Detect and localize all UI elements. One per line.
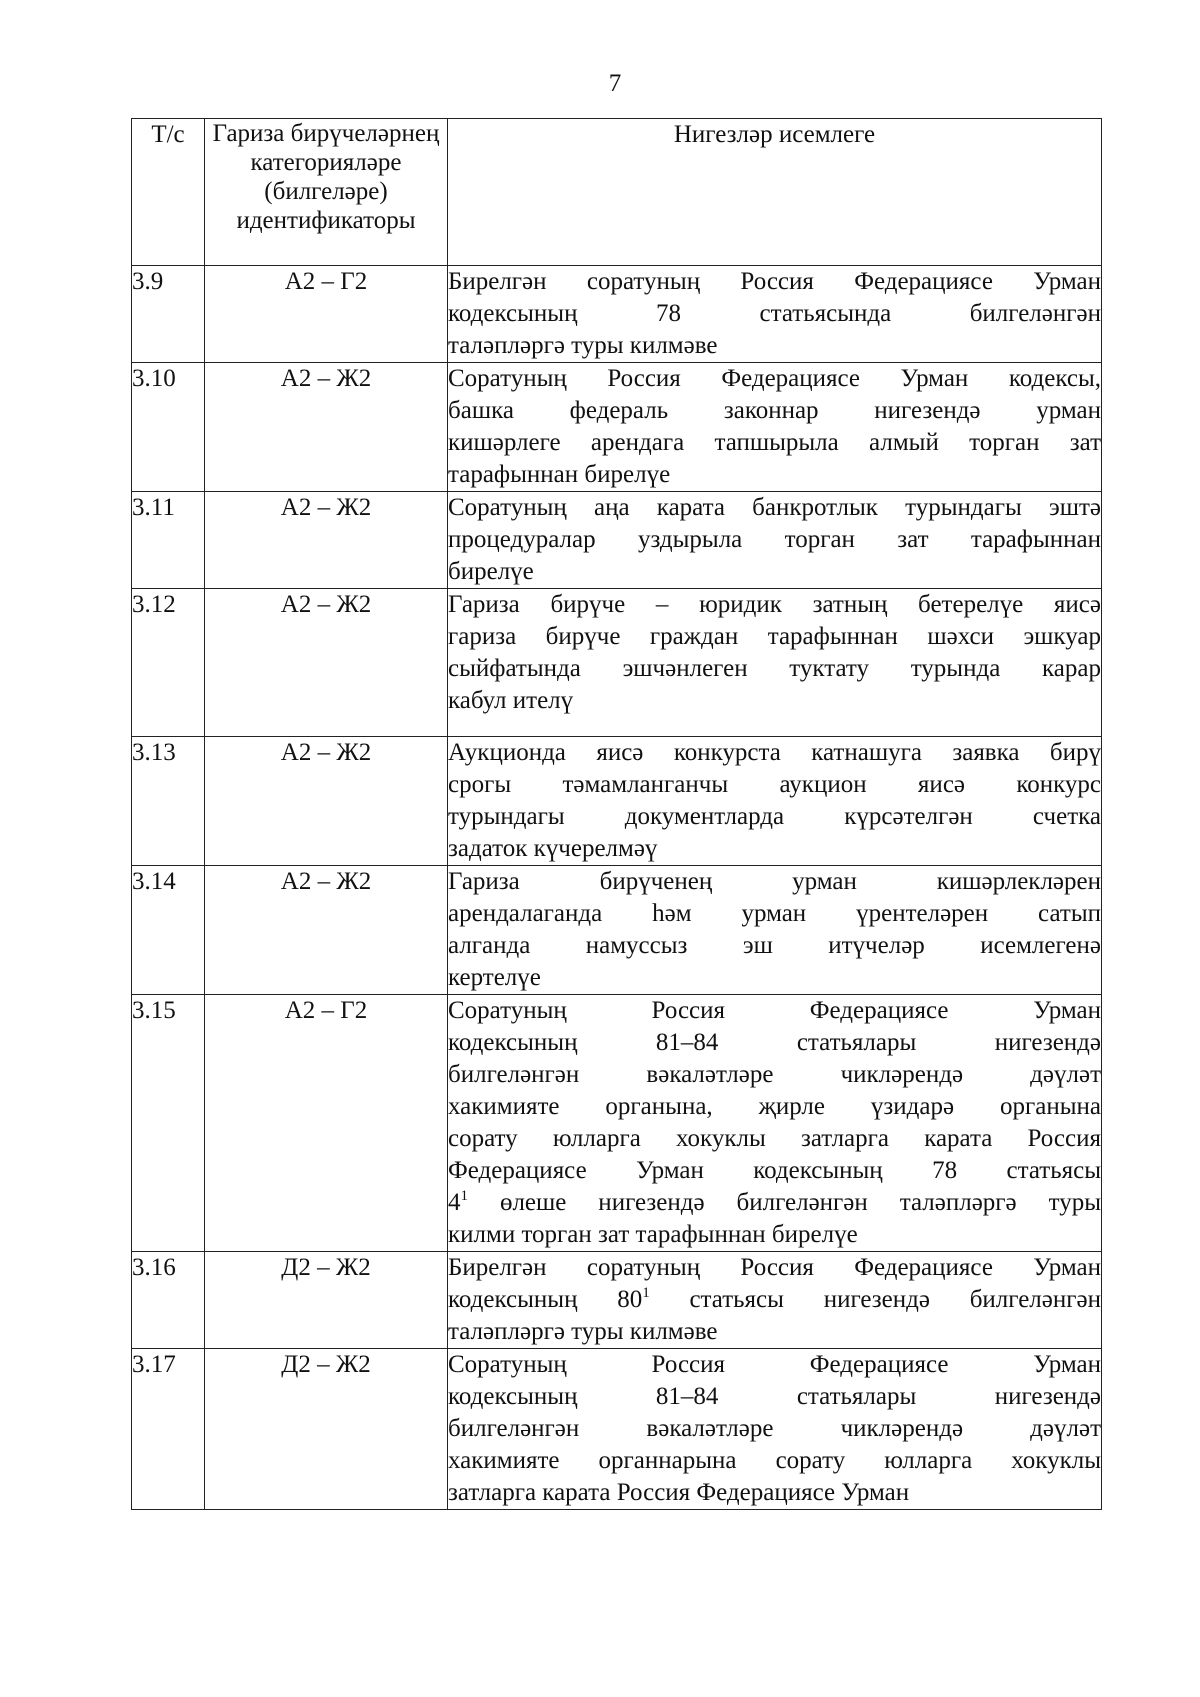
header-category: Гариза бирүчеләрнең категорияләре (билгеләре) идентификаторы (205, 119, 448, 266)
reason-line: срогы тәмамланганчы аукцион яисә конкурс (448, 771, 1101, 798)
reason-line: задаток күчерелмәү (448, 835, 658, 862)
row-reason (448, 589, 1102, 737)
row-number: 3.14 (132, 866, 205, 995)
row-category: А2 – Ж2 (205, 737, 448, 866)
reason-line: килми торган зат тарафыннан бирелүе (448, 1221, 858, 1248)
row-number: 3.13 (132, 737, 205, 866)
header-reasons: Нигезләр исемлеге (448, 119, 1102, 266)
row-reason (448, 363, 1102, 492)
reason-line: Гариза бирүче – юридик затның бетерелүе яисә (448, 591, 1101, 618)
reason-line: сыйфатында эшчәнлеген туктату турында карар (448, 655, 1101, 682)
row-category: А2 – Г2 (205, 266, 448, 363)
row-category: А2 – Ж2 (205, 363, 448, 492)
table-row (132, 737, 1102, 866)
row-number: 3.17 (132, 1349, 205, 1510)
reason-line: Аукционда яисә конкурста катнашуга заявка бирү (448, 739, 1101, 766)
row-number: 3.16 (132, 1252, 205, 1349)
row-reason (448, 737, 1102, 866)
reason-line: хакимияте органына, җирле үзидарә органына (448, 1093, 1101, 1120)
reason-line: Соратуның Россия Федерациясе Урман (448, 1351, 1101, 1378)
table-row (132, 266, 1102, 363)
table-header-row (132, 119, 1102, 266)
table-body (132, 266, 1102, 1510)
row-category: А2 – Ж2 (205, 866, 448, 995)
table-row (132, 995, 1102, 1252)
row-number: 3.11 (132, 492, 205, 589)
row-number: 3.10 (132, 363, 205, 492)
row-category: А2 – Ж2 (205, 589, 448, 737)
row-number: 3.12 (132, 589, 205, 737)
page-number: 7 (608, 70, 622, 97)
reason-line: билгеләнгән вәкаләтләре чикләрендә дәүләт (448, 1061, 1101, 1088)
row-reason (448, 995, 1102, 1252)
reason-line: арендалаганда һәм урман үрентеләрен сатып (448, 900, 1101, 927)
reason-line-text: кодексының $80^1$ статьясы нигезендә билгеләнгән (448, 1285, 1101, 1313)
row-category: Д2 – Ж2 (205, 1252, 448, 1349)
reason-line: Соратуның Россия Федерациясе Урман кодексы, (448, 365, 1101, 392)
reason-line: затларга карата Россия Федерациясе Урман (448, 1479, 910, 1506)
reason-line: Гариза бирүченең урман кишәрлекләрен (448, 868, 1101, 895)
reason-line: Бирелгән соратуның Россия Федерациясе Урман (448, 1254, 1101, 1281)
superscript: 1 (642, 1285, 650, 1301)
reason-line: процедуралар уздырыла торган зат тарафыннан (448, 526, 1101, 553)
table-row (132, 363, 1102, 492)
table-row (132, 1349, 1102, 1510)
reason-line: Бирелгән соратуның Россия Федерациясе Урман (448, 268, 1101, 295)
reason-line: таләпләргә туры килмәве (448, 1318, 718, 1345)
reason-line: сорату юлларга хокуклы затларга карата Россия (448, 1125, 1101, 1152)
reason-line: кишәрлеге арендага тапшырыла алмый торган зат (448, 429, 1101, 456)
reason-line: хакимияте органнарына сорату юлларга хокуклы (448, 1447, 1101, 1474)
row-reason (448, 1252, 1102, 1349)
reason-line (448, 1187, 1101, 1219)
row-number: 3.15 (132, 995, 205, 1252)
reason-line: тарафыннан бирелүе (448, 461, 671, 488)
row-category: А2 – Г2 (205, 995, 448, 1252)
reason-line: Федерациясе Урман кодексының 78 статьясы (448, 1157, 1101, 1184)
reason-line: Соратуның Россия Федерациясе Урман (448, 997, 1101, 1024)
reason-line: бирелүе (448, 558, 534, 585)
reason-line-text: $4^1$ өлеше нигезендә билгеләнгән таләпләргә туры (448, 1188, 1101, 1216)
reason-line: кодексының 81–84 статьялары нигезендә (448, 1029, 1101, 1056)
reason-line: билгеләнгән вәкаләтләре чикләрендә дәүләт (448, 1415, 1101, 1442)
reason-line: Соратуның аңа карата банкротлык турындагы эштә (448, 494, 1101, 521)
reason-line: башка федераль законнар нигезендә урман (448, 397, 1101, 424)
reason-line: кертелүе (448, 964, 541, 991)
row-reason (448, 866, 1102, 995)
table-row (132, 589, 1102, 737)
row-category: Д2 – Ж2 (205, 1349, 448, 1510)
row-reason (448, 1349, 1102, 1510)
reason-line: таләпләргә туры килмәве (448, 332, 718, 359)
reason-line: кодексының 78 статьясында билгеләнгән (448, 300, 1101, 327)
reason-line: алганда намуссыз эш итүчеләр исемлегенә (448, 932, 1101, 959)
header-number: Т/с (132, 119, 205, 266)
reason-line: турындагы документларда күрсәтелгән счетка (448, 803, 1101, 830)
row-reason (448, 266, 1102, 363)
table-row (132, 492, 1102, 589)
reason-line: кодексының 81–84 статьялары нигезендә (448, 1383, 1101, 1410)
grounds-table (131, 118, 1102, 1510)
reason-line (448, 1284, 1101, 1316)
table-row (132, 866, 1102, 995)
reason-line: гариза бирүче граждан тарафыннан шәхси эшкуар (448, 623, 1101, 650)
row-reason (448, 492, 1102, 589)
table-row (132, 1252, 1102, 1349)
superscript: 1 (460, 1188, 468, 1204)
row-number: 3.9 (132, 266, 205, 363)
reason-line: кабул ителү (448, 687, 574, 714)
row-category: А2 – Ж2 (205, 492, 448, 589)
